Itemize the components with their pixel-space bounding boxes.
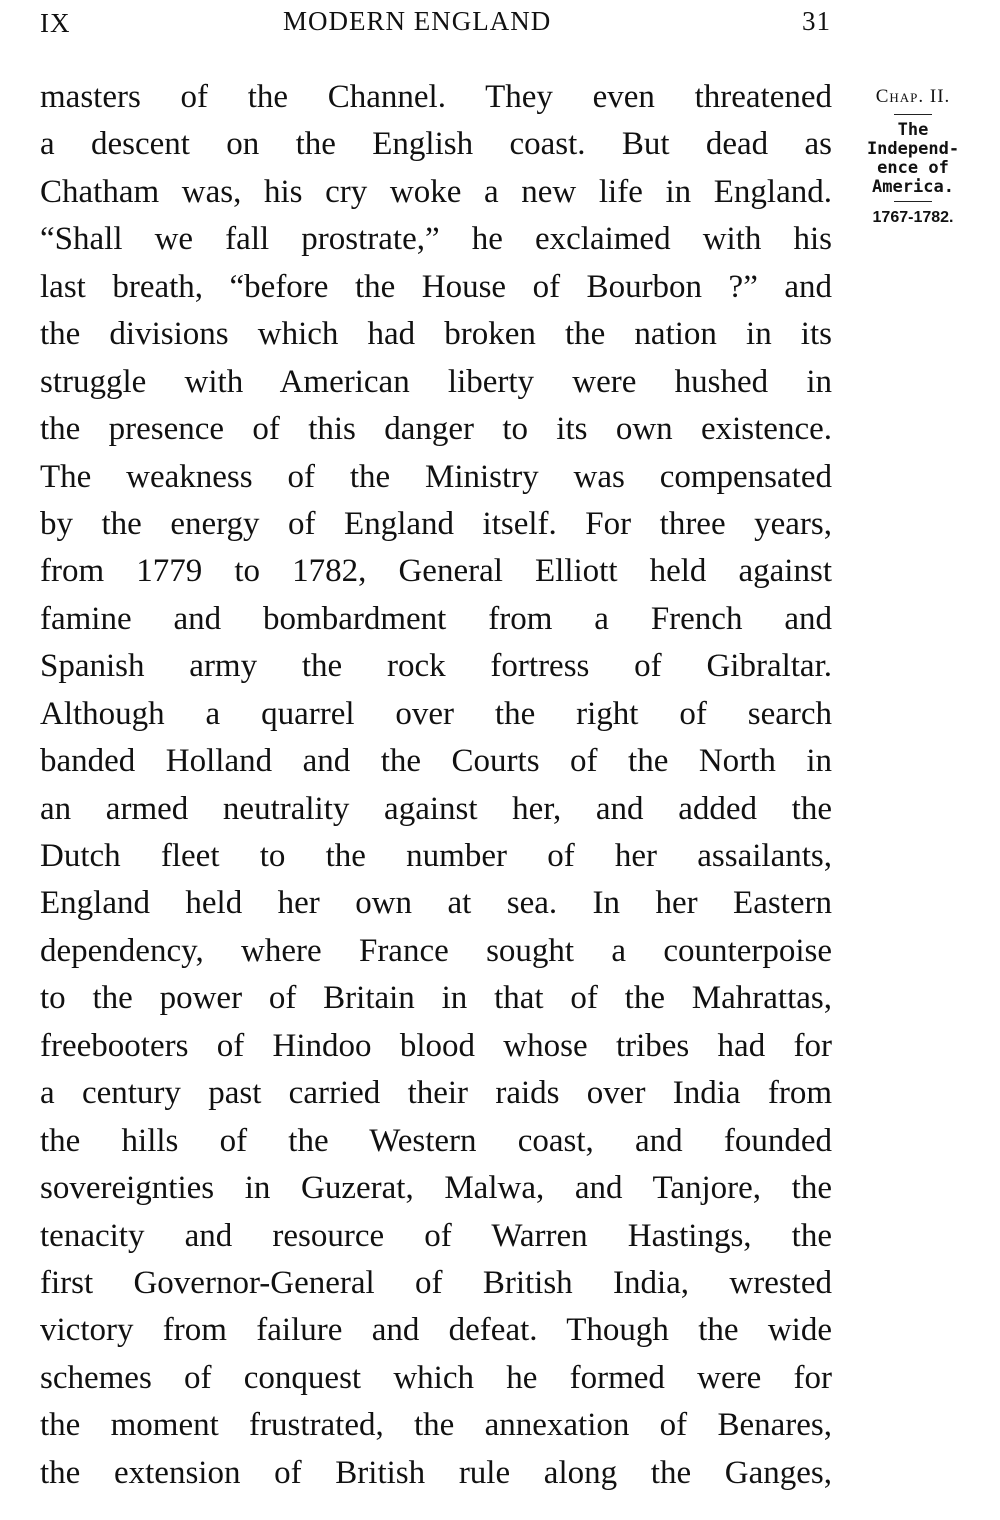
text-line: struggle with American liberty were hushed in	[40, 363, 832, 400]
chapter-numeral: IX	[40, 8, 71, 38]
text-line: a descent on the English coast. But dead as	[40, 126, 832, 163]
text-line: “Shall we fall prostrate,” he exclaimed with his	[40, 221, 832, 258]
text-line: The weakness of the Ministry was compensated	[40, 458, 832, 495]
running-head	[0, 6, 1000, 40]
text-line: Spanish army the rock fortress of Gibraltar.	[40, 648, 832, 685]
margin-note-chapter: Chap. II.	[875, 86, 951, 107]
margin-note-title-line: ence of	[877, 158, 949, 178]
text-line: an armed neutrality against her, and added the	[40, 790, 832, 827]
text-line: to the power of Britain in that of the Mahrattas,	[40, 980, 832, 1017]
text-line: England held her own at sea. In her Eastern	[40, 885, 832, 922]
margin-note-title-line: America.	[872, 177, 954, 197]
text-line: dependency, where France sought a counterpoise	[40, 932, 832, 969]
text-line: by the energy of England itself. For three years,	[40, 505, 832, 542]
text-line: Chatham was, his cry woke a new life in England.	[40, 173, 832, 210]
page-number: 31	[802, 6, 831, 36]
margin-note-title-line: The	[897, 120, 929, 140]
text-line: the presence of this danger to its own existence.	[40, 411, 832, 448]
margin-note-rule	[894, 201, 932, 202]
text-line: sovereignties in Guzerat, Malwa, and Tanjore, the	[40, 1170, 832, 1207]
book-title: MODERN ENGLAND	[283, 6, 552, 36]
text-line: first Governor-General of British India, wrested	[40, 1264, 832, 1301]
margin-note-title-line: Independ-	[866, 139, 960, 159]
text-line: famine and bombardment from a French and	[40, 600, 832, 637]
text-line: a century past carried their raids over India from	[40, 1075, 832, 1112]
text-line: masters of the Channel. They even threatened	[40, 79, 832, 115]
text-line: the divisions which had broken the nation in its	[40, 316, 832, 353]
text-line: banded Holland and the Courts of the North in	[40, 743, 832, 780]
text-line: last breath, “before the House of Bourbon ?” and	[40, 268, 832, 305]
margin-note-title	[852, 121, 974, 197]
text-line: tenacity and resource of Warren Hastings, the	[40, 1217, 832, 1254]
text-line: from 1779 to 1782, General Elliott held against	[40, 553, 832, 590]
text-line: the extension of British rule along the Ganges,	[40, 1454, 832, 1491]
text-line: Dutch fleet to the number of her assailants,	[40, 838, 832, 874]
text-line: schemes of conquest which he formed were for	[40, 1359, 832, 1396]
margin-note-rule	[894, 114, 932, 115]
margin-note	[852, 86, 974, 227]
body-text	[40, 74, 832, 1497]
text-line: victory from failure and defeat. Though the wide	[40, 1312, 832, 1349]
text-line: freebooters of Hindoo blood whose tribes had for	[40, 1027, 832, 1064]
text-line: Although a quarrel over the right of search	[40, 695, 832, 732]
text-line: the moment frustrated, the annexation of Benares,	[40, 1407, 832, 1444]
text-line: the hills of the Western coast, and founded	[40, 1122, 832, 1159]
margin-note-years: 1767-1782.	[872, 209, 954, 226]
